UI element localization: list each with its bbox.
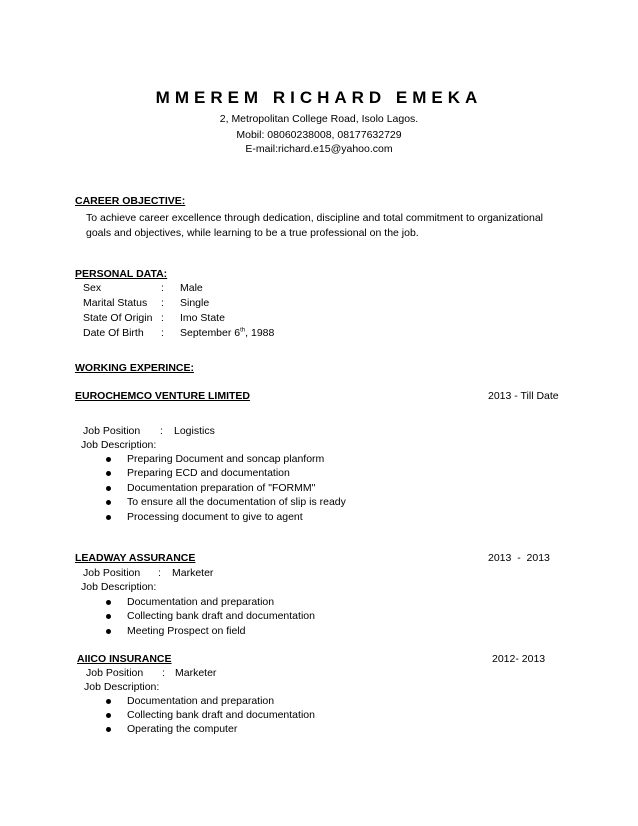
job-position-colon: : [160,425,163,437]
list-item: Collecting bank draft and documentation [106,610,315,622]
list-item: Preparing Document and soncap planform [106,453,324,465]
bullet-icon [106,713,111,718]
career-objective-line: To achieve career excellence through dedication, discipline and total commitment to organizational [86,212,544,224]
job-position-value: Logistics [174,425,215,437]
job-position-label: Job Position [86,667,144,679]
list-item: Meeting Prospect on field [106,625,245,637]
bullet-icon [106,515,111,520]
list-item: Processing document to give to agent [106,511,303,523]
company-name: AIICO INSURANCE [77,653,172,665]
list-item: Documentation and preparation [106,695,274,707]
date-of-birth-value: September 6th, 1988 [180,327,275,339]
job-position-label: Job Position [83,567,141,579]
bullet-icon [106,727,111,732]
bullet-icon [106,457,111,462]
personal-data-colon: : [161,297,164,309]
job-description-label: Job Description: [84,681,160,693]
career-objective-heading: CAREER OBJECTIVE: [75,195,186,207]
personal-data-value: Male [180,282,203,294]
bullet-icon [106,600,111,605]
job-description-label: Job Description: [81,439,157,451]
list-item: To ensure all the documentation of slip is ready [106,496,346,508]
job-description-label: Job Description: [81,581,157,593]
company-name: LEADWAY ASSURANCE [75,552,196,564]
personal-data-colon: : [161,282,164,294]
company-name: EUROCHEMCO VENTURE LIMITED [75,390,251,402]
career-objective-line: goals and objectives, while learning to be a true professional on the job. [86,227,419,239]
email: E-mail:richard.e15@yahoo.com [245,143,393,155]
list-item: Collecting bank draft and documentation [106,709,315,721]
list-item: Operating the computer [106,723,237,735]
list-item: Preparing ECD and documentation [106,467,290,479]
bullet-icon [106,471,111,476]
address: 2, Metropolitan College Road, Isolo Lagos. [219,113,419,125]
job-period: 2013 - 2013 [488,552,550,564]
job-position-value: Marketer [172,567,214,579]
personal-data-colon: : [161,312,164,324]
personal-data-label: Date Of Birth [83,327,144,339]
personal-data-colon: : [161,327,164,339]
bullet-icon [106,486,111,491]
bullet-icon [106,629,111,634]
job-position-colon: : [162,667,165,679]
personal-data-label: Sex [83,282,102,294]
mobile-numbers: Mobil: 08060238008, 08177632729 [236,129,402,141]
working-experience-heading: WORKING EXPERINCE: [75,362,195,374]
job-period: 2012- 2013 [492,653,546,665]
bullet-icon [106,699,111,704]
bullet-icon [106,614,111,619]
list-item: Documentation and preparation [106,596,274,608]
job-position-label: Job Position [83,425,141,437]
resume-name: MMEREM RICHARD EMEKA [155,88,483,107]
personal-data-label: State Of Origin [83,312,153,324]
bullet-icon [106,500,111,505]
personal-data-value: Imo State [180,312,225,324]
job-period: 2013 - Till Date [488,390,559,402]
job-position-value: Marketer [175,667,217,679]
personal-data-label: Marital Status [83,297,148,309]
job-position-colon: : [158,567,161,579]
personal-data-value: Single [180,297,210,309]
personal-data-heading: PERSONAL DATA: [75,268,168,280]
list-item: Documentation preparation of "FORMM" [106,482,315,494]
